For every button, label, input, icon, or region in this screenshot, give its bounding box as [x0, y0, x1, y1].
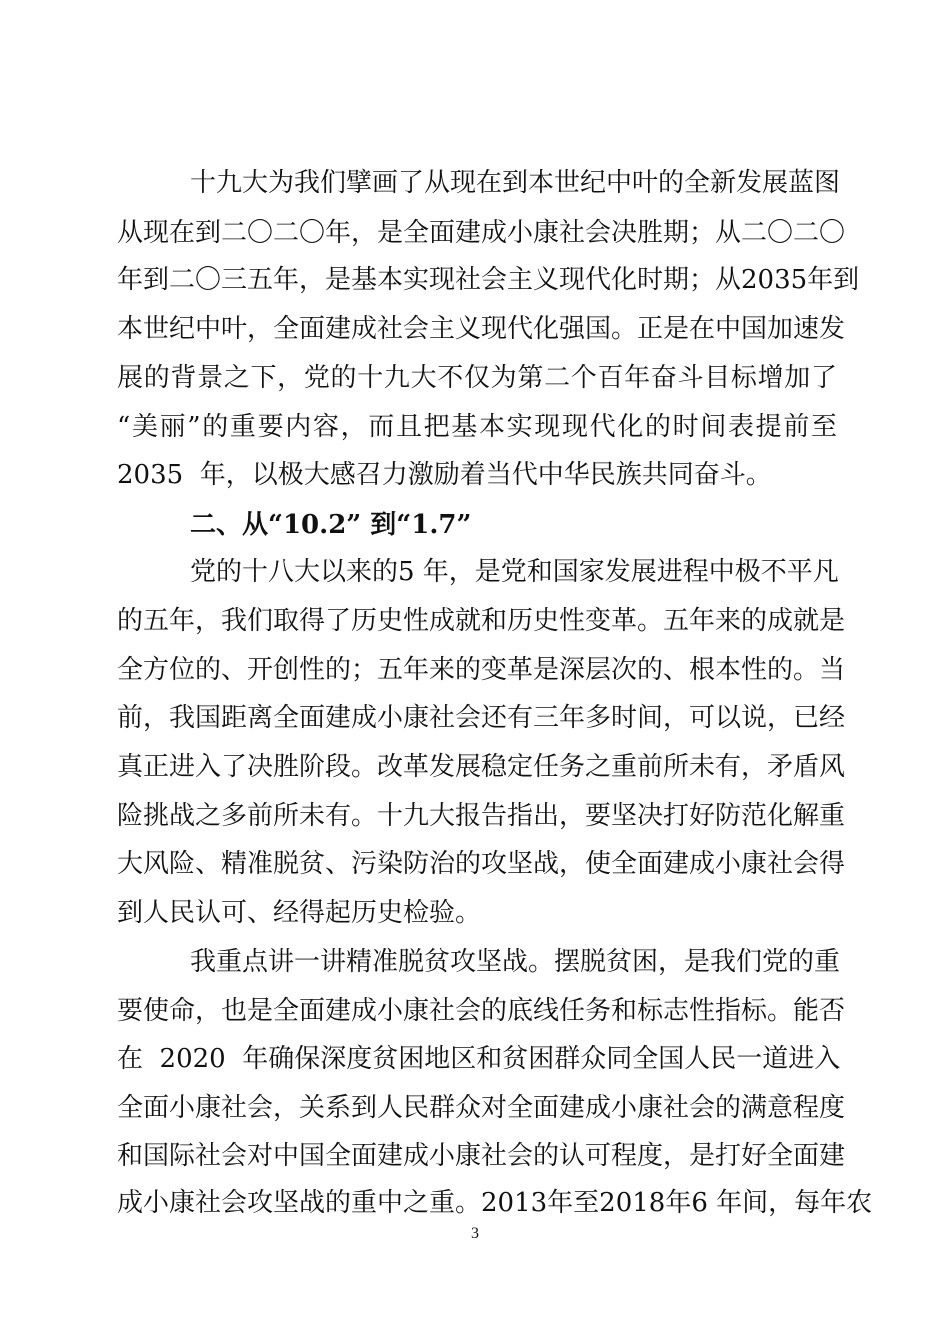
- paragraph-2-line-4: 前，我国距离全面建成小康社会还有三年多时间，可以说，已经: [117, 703, 846, 733]
- paragraph-2-line-5: 真正进入了决胜阶段。改革发展稳定任务之重前所未有，矛盾风: [117, 752, 846, 782]
- paragraph-3-line-2: 要使命，也是全面建成小康社会的底线任务和标志性指标。能否: [117, 996, 846, 1026]
- paragraph-2-line-8: 到人民认可、经得起历史检验。: [117, 898, 482, 928]
- paragraph-1-line-1: 十九大为我们擘画了从现在到本世纪中叶的全新发展蓝图: [190, 168, 841, 198]
- paragraph-1-line-6: “美丽”的重要内容，而且把基本实现现代化的时间表提前至: [117, 412, 837, 442]
- paragraph-3-line-1: 我重点讲一讲精准脱贫攻坚战。摆脱贫困，是我们党的重: [190, 947, 841, 977]
- paragraph-2-line-2: 的五年，我们取得了历史性成就和历史性变革。五年来的成就是: [117, 606, 846, 636]
- paragraph-2-line-6: 险挑战之多前所未有。十九大报告指出，要坚决打好防范化解重: [117, 801, 846, 831]
- paragraph-1-line-7: 2035 年，以极大感召力激励着当代中华民族共同奋斗。: [117, 460, 772, 490]
- paragraph-2-line-7: 大风险、精准脱贫、污染防治的攻坚战，使全面建成小康社会得: [117, 849, 846, 879]
- section-heading: 二、从“10.2” 到“1.7”: [190, 510, 472, 540]
- paragraph-1-line-4: 本世纪中叶，全面建成社会主义现代化强国。正是在中国加速发: [117, 314, 846, 344]
- paragraph-3-line-3: 在 2020 年确保深度贫困地区和贫困群众同全国人民一道进入: [117, 1044, 841, 1074]
- paragraph-3-line-6: 成小康社会攻坚战的重中之重。2013年至2018年6 年间，每年农: [117, 1188, 873, 1218]
- paragraph-1-line-5: 展的背景之下，党的十九大不仅为第二个百年奋斗目标增加了: [117, 363, 837, 393]
- paragraph-1-line-3: 年到二〇三五年，是基本实现社会主义现代化时期；从2035年到: [117, 265, 860, 295]
- paragraph-2-line-3: 全方位的、开创性的；五年来的变革是深层次的、根本性的。当: [117, 655, 846, 685]
- paragraph-3-line-4: 全面小康社会，关系到人民群众对全面建成小康社会的满意程度: [117, 1093, 846, 1123]
- paragraph-1-line-2: 从现在到二〇二〇年，是全面建成小康社会决胜期；从二〇二〇: [117, 218, 846, 248]
- paragraph-3-line-5: 和国际社会对中国全面建成小康社会的认可程度，是打好全面建: [117, 1141, 846, 1171]
- paragraph-2-line-1: 党的十八大以来的5 年，是党和国家发展进程中极不平凡: [190, 557, 839, 587]
- page-number: 3: [471, 1225, 479, 1242]
